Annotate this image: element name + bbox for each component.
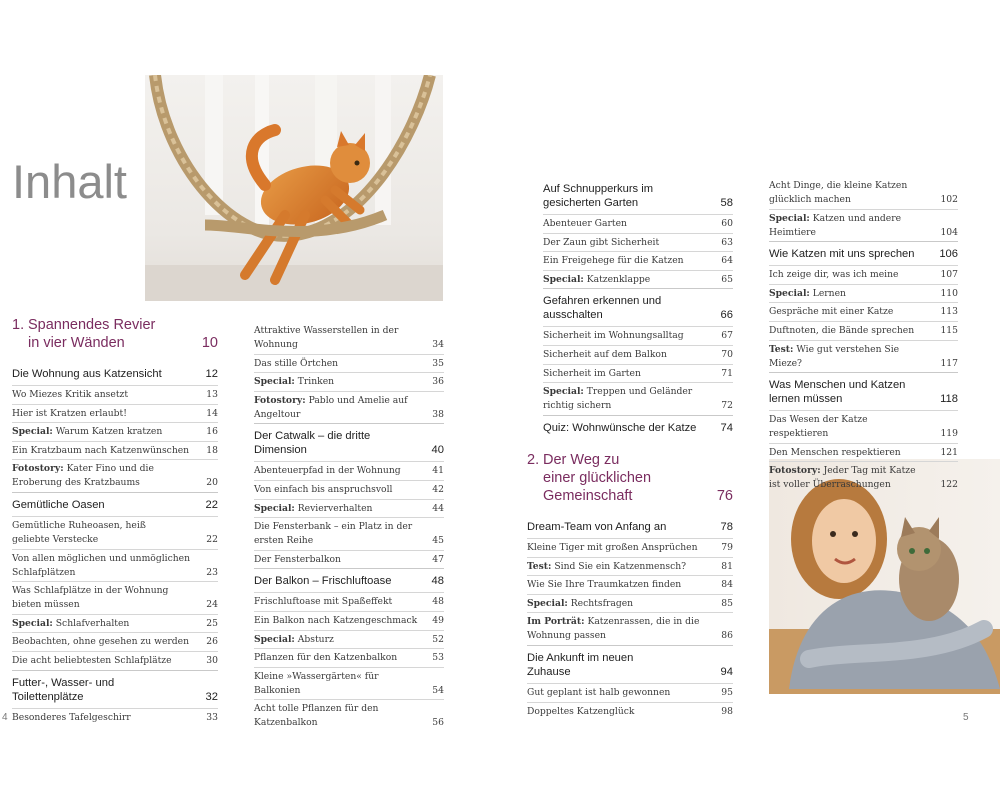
entry-title bbox=[769, 305, 940, 319]
entry-title bbox=[254, 502, 432, 516]
entry-title bbox=[12, 462, 206, 490]
entry-prefix: Fotostory: bbox=[254, 394, 306, 406]
toc-entry bbox=[254, 499, 444, 518]
entry-title bbox=[254, 520, 432, 548]
entry-page: 84 bbox=[721, 579, 733, 591]
entry-title bbox=[527, 615, 721, 643]
entry-text: Revierverhalten bbox=[297, 502, 373, 514]
page-title: Inhalt bbox=[12, 155, 127, 208]
toc-entry bbox=[254, 372, 444, 391]
toc-entry bbox=[254, 699, 444, 732]
entry-text: Gemütliche Ruheoasen, heiß geliebte Verstecke bbox=[12, 519, 146, 545]
entry-page: 70 bbox=[721, 348, 733, 360]
entry-page: 64 bbox=[721, 255, 733, 267]
entry-page: 79 bbox=[721, 542, 733, 553]
toc-entry bbox=[12, 708, 218, 727]
entry-page: 118 bbox=[940, 393, 958, 406]
entry-text: Treppen und Geländer richtig sichern bbox=[543, 386, 693, 412]
entry-page: 16 bbox=[206, 426, 218, 438]
entry-title bbox=[12, 617, 206, 631]
entry-prefix: Im Porträt: bbox=[527, 616, 585, 628]
entry-page: 40 bbox=[431, 444, 444, 457]
entry-page: 58 bbox=[720, 197, 733, 209]
toc-entry bbox=[769, 340, 958, 373]
entry-page: 60 bbox=[721, 218, 733, 229]
toc-column-1 bbox=[12, 316, 218, 726]
toc-entry bbox=[12, 385, 218, 404]
toc-section bbox=[527, 515, 733, 538]
entry-text: Der Fensterbalkon bbox=[254, 553, 341, 565]
entry-text: Absturz bbox=[297, 633, 334, 645]
entry-text: Sicherheit im Wohnungsalltag bbox=[543, 330, 684, 342]
entry-text: Gespräche mit einer Katze bbox=[769, 306, 894, 318]
toc-entry bbox=[254, 648, 444, 667]
entry-text: Sicherheit im Garten bbox=[543, 367, 641, 379]
toc-section bbox=[12, 362, 218, 385]
toc-section bbox=[543, 415, 733, 439]
toc-entry bbox=[12, 632, 218, 651]
entry-prefix: Special: bbox=[769, 287, 810, 299]
entry-page: 38 bbox=[432, 408, 444, 420]
entry-title bbox=[543, 367, 721, 381]
toc-entry bbox=[543, 233, 733, 252]
toc-entry bbox=[254, 550, 444, 569]
toc-entry bbox=[12, 581, 218, 614]
toc-entry bbox=[527, 594, 733, 613]
toc-entry bbox=[769, 265, 958, 284]
toc-entry bbox=[254, 630, 444, 649]
toc-entry bbox=[12, 614, 218, 633]
toc-entry bbox=[254, 354, 444, 373]
entry-page: 12 bbox=[205, 368, 218, 380]
entry-title bbox=[527, 686, 721, 700]
entry-text: Das stille Örtchen bbox=[254, 357, 339, 369]
entry-text: Dream-Team von Anfang an bbox=[527, 521, 667, 533]
entry-text: Die Fensterbank – ein Platz in der ersten Reihe bbox=[254, 521, 413, 547]
toc-entry bbox=[527, 557, 733, 576]
entry-title bbox=[254, 375, 432, 389]
entry-text: Abenteuerpfad in der Wohnung bbox=[254, 465, 401, 477]
entry-text: Pablo und Amelie auf Angeltour bbox=[254, 394, 408, 420]
toc-entry bbox=[254, 667, 444, 700]
entry-text: Von einfach bis anspruchsvoll bbox=[254, 483, 393, 495]
entry-text: Den Menschen respektieren bbox=[769, 446, 901, 458]
kitten-jumping-photo bbox=[145, 75, 443, 301]
entry-page: 22 bbox=[205, 498, 218, 511]
toc-entry bbox=[769, 443, 958, 462]
entry-text: Futter-, Wasser- und Toilettenplätze bbox=[12, 676, 115, 703]
entry-page: 26 bbox=[206, 636, 218, 648]
toc-entry bbox=[527, 612, 733, 645]
toc-entry bbox=[254, 592, 444, 611]
entry-text: Die Ankunft im neuen Zuhause bbox=[527, 651, 634, 678]
entry-text: Kleine Tiger mit großen Ansprüchen bbox=[527, 542, 698, 553]
chapter-number: 1. bbox=[12, 317, 25, 333]
woman-with-cat-photo bbox=[769, 459, 1000, 694]
toc-section bbox=[12, 492, 218, 516]
entry-title bbox=[527, 705, 721, 719]
toc-entry bbox=[769, 321, 958, 340]
toc-entry bbox=[527, 683, 733, 702]
entry-text: Gut geplant ist halb gewonnen bbox=[527, 686, 671, 698]
entry-text: Was Menschen und Katzen lernen müssen bbox=[769, 379, 906, 406]
entry-page: 30 bbox=[206, 654, 218, 666]
page-number-left: 4 bbox=[2, 712, 8, 723]
entry-title bbox=[254, 324, 432, 352]
chapter-heading bbox=[527, 451, 733, 505]
toc-entry bbox=[769, 410, 958, 443]
entry-page: 25 bbox=[206, 617, 218, 629]
entry-page: 48 bbox=[431, 575, 444, 588]
toc-entry bbox=[769, 209, 958, 242]
entry-title bbox=[12, 635, 206, 649]
entry-text: Ich zeige dir, was ich meine bbox=[769, 269, 899, 281]
entry-page: 54 bbox=[432, 684, 444, 696]
toc-section bbox=[769, 241, 958, 265]
toc-entry bbox=[543, 364, 733, 383]
entry-title bbox=[254, 553, 432, 567]
entry-text: Ein Freigehege für die Katzen bbox=[543, 255, 684, 267]
entry-title bbox=[543, 182, 721, 210]
entry-text: Hier ist Kratzen erlaubt! bbox=[12, 407, 127, 419]
entry-prefix: Special: bbox=[254, 502, 295, 514]
entry-title bbox=[254, 633, 432, 647]
entry-title bbox=[769, 464, 940, 492]
entry-page: 85 bbox=[721, 597, 733, 609]
entry-page: 13 bbox=[206, 389, 218, 400]
entry-prefix: Special: bbox=[543, 273, 584, 285]
entry-text: Duftnoten, die Bände sprechen bbox=[769, 324, 915, 336]
entry-title bbox=[12, 711, 206, 725]
toc-entry bbox=[254, 461, 444, 480]
chapter-number: 2. bbox=[527, 452, 540, 468]
entry-page: 23 bbox=[206, 566, 218, 578]
entry-page: 22 bbox=[206, 533, 218, 545]
entry-page: 113 bbox=[940, 306, 958, 318]
entry-page: 122 bbox=[940, 479, 958, 491]
entry-prefix: Special: bbox=[543, 386, 584, 398]
chapter-title: Der Weg zu einer glücklichen Gemeinschaft bbox=[543, 452, 652, 504]
entry-title bbox=[254, 357, 432, 371]
entry-page: 94 bbox=[720, 665, 733, 678]
entry-text: Wie Katzen mit uns sprechen bbox=[769, 248, 915, 261]
entry-page: 48 bbox=[432, 596, 444, 608]
entry-page: 71 bbox=[721, 367, 733, 379]
entry-page: 35 bbox=[432, 357, 444, 369]
toc-entry bbox=[12, 516, 218, 549]
entry-text: Die acht beliebtesten Schlafplätze bbox=[12, 654, 172, 666]
entry-title bbox=[12, 407, 206, 421]
entry-title bbox=[254, 483, 432, 497]
entry-page: 66 bbox=[720, 309, 733, 322]
entry-title bbox=[769, 179, 940, 207]
chapter-heading bbox=[12, 316, 218, 352]
toc-entry bbox=[543, 326, 733, 345]
toc-entry bbox=[254, 391, 444, 424]
entry-title bbox=[769, 324, 940, 338]
chapter-page: 76 bbox=[716, 488, 733, 504]
entry-prefix: Special: bbox=[527, 597, 568, 609]
entry-title bbox=[254, 464, 432, 478]
entry-text: Gefahren erkennen und ausschalten bbox=[543, 295, 662, 322]
entry-title bbox=[543, 273, 721, 287]
toc-entry bbox=[12, 651, 218, 670]
entry-text: Sind Sie ein Katzenmensch? bbox=[554, 560, 687, 572]
entry-text: Trinken bbox=[297, 376, 335, 388]
entry-page: 53 bbox=[432, 652, 444, 664]
entry-text: Kleine »Wassergärten« für Balkonien bbox=[254, 670, 379, 696]
entry-title bbox=[254, 595, 432, 609]
entry-text: Sicherheit auf dem Balkon bbox=[543, 348, 667, 360]
entry-text: Katzenklappe bbox=[586, 273, 651, 285]
toc-entry bbox=[769, 177, 958, 209]
entry-title bbox=[12, 552, 206, 580]
entry-title bbox=[769, 343, 940, 371]
toc-entry bbox=[543, 214, 733, 233]
entry-page: 24 bbox=[206, 599, 218, 611]
entry-page: 119 bbox=[940, 428, 958, 440]
entry-title bbox=[527, 651, 721, 679]
entry-text: Acht tolle Pflanzen für den Katzenbalkon bbox=[254, 703, 379, 729]
toc-entry bbox=[527, 538, 733, 557]
entry-prefix: Test: bbox=[527, 560, 552, 572]
entry-page: 20 bbox=[206, 477, 218, 489]
entry-page: 121 bbox=[940, 446, 958, 458]
entry-text: Rechtsfragen bbox=[570, 597, 634, 609]
toc-entry bbox=[254, 322, 444, 354]
toc-entry bbox=[12, 459, 218, 492]
toc-column-3b bbox=[527, 451, 733, 720]
entry-text: Wie gut verstehen Sie Mieze? bbox=[769, 343, 900, 369]
entry-text: Wie Sie Ihre Traumkatzen finden bbox=[527, 579, 682, 591]
entry-text: Ein Balkon nach Katzengeschmack bbox=[254, 614, 418, 626]
entry-text: Attraktive Wasserstellen in der Wohnung bbox=[254, 325, 399, 350]
entry-page: 36 bbox=[432, 376, 444, 388]
entry-page: 45 bbox=[432, 535, 444, 547]
entry-text: Katzen und andere Heimtiere bbox=[769, 212, 902, 238]
entry-title bbox=[527, 541, 721, 555]
chapter-title: Spannendes Revier in vier Wänden bbox=[28, 317, 156, 351]
entry-page: 81 bbox=[721, 560, 733, 572]
entry-text: Was Schlafplätze in der Wohnung bieten müssen bbox=[12, 585, 169, 611]
entry-title bbox=[12, 367, 206, 381]
toc-entry bbox=[527, 575, 733, 594]
entry-title bbox=[769, 247, 939, 261]
entry-title bbox=[543, 421, 721, 435]
entry-text: Schlafverhalten bbox=[55, 617, 130, 629]
entry-text: Lernen bbox=[812, 287, 846, 299]
entry-page: 33 bbox=[206, 711, 218, 723]
toc-column-2 bbox=[254, 322, 444, 732]
entry-page: 86 bbox=[721, 630, 733, 642]
entry-prefix: Special: bbox=[254, 633, 295, 645]
entry-page: 110 bbox=[940, 287, 958, 299]
entry-title bbox=[543, 217, 721, 231]
entry-text: Wo Miezes Kritik ansetzt bbox=[12, 389, 129, 400]
entry-page: 49 bbox=[432, 614, 444, 626]
entry-text: Besonderes Tafelgeschirr bbox=[12, 711, 131, 723]
entry-text: Acht Dinge, die kleine Katzen glücklich machen bbox=[769, 180, 908, 205]
entry-title bbox=[254, 574, 432, 588]
entry-title bbox=[769, 378, 940, 406]
entry-title bbox=[12, 498, 206, 512]
entry-prefix: Fotostory: bbox=[769, 465, 821, 477]
toc-entry bbox=[12, 549, 218, 582]
entry-prefix: Special: bbox=[12, 617, 53, 629]
entry-text: Doppeltes Katzenglück bbox=[527, 705, 635, 717]
entry-title bbox=[12, 584, 206, 612]
entry-page: 47 bbox=[432, 553, 444, 565]
entry-text: Ein Kratzbaum nach Katzenwünschen bbox=[12, 444, 190, 456]
toc-section bbox=[543, 288, 733, 326]
entry-text: Der Zaun gibt Sicherheit bbox=[543, 236, 660, 248]
entry-text: Abenteuer Garten bbox=[543, 218, 627, 229]
entry-page: 52 bbox=[432, 633, 444, 645]
toc-section bbox=[527, 645, 733, 683]
entry-title bbox=[543, 294, 721, 322]
entry-title bbox=[527, 560, 721, 574]
entry-text: Auf Schnupperkurs im gesicherten Garten bbox=[543, 183, 654, 209]
toc-column-3a bbox=[543, 177, 733, 439]
toc-entry bbox=[769, 461, 958, 494]
entry-page: 14 bbox=[206, 407, 218, 419]
entry-title bbox=[543, 236, 721, 250]
entry-text: Pflanzen für den Katzenbalkon bbox=[254, 652, 398, 664]
entry-text: Gemütliche Oasen bbox=[12, 498, 105, 511]
entry-title bbox=[769, 287, 940, 301]
entry-page: 102 bbox=[940, 194, 958, 205]
toc-section bbox=[769, 372, 958, 410]
entry-text: Jeder Tag mit Katze ist voller Überraschungen bbox=[769, 465, 916, 491]
entry-title bbox=[254, 614, 432, 628]
entry-text: Der Catwalk – die dritte Dimension bbox=[254, 430, 371, 457]
entry-text: Beobachten, ohne gesehen zu werden bbox=[12, 636, 190, 648]
toc-section bbox=[254, 568, 444, 592]
entry-title bbox=[12, 425, 206, 439]
entry-page: 104 bbox=[940, 226, 958, 238]
entry-title bbox=[769, 413, 940, 441]
entry-page: 107 bbox=[940, 269, 958, 281]
toc-entry bbox=[769, 284, 958, 303]
entry-page: 42 bbox=[432, 483, 444, 495]
entry-page: 98 bbox=[721, 705, 733, 717]
entry-title bbox=[769, 446, 940, 460]
toc-column-4 bbox=[769, 177, 958, 494]
entry-title bbox=[12, 444, 206, 458]
page-number-right: 5 bbox=[963, 712, 969, 723]
entry-page: 63 bbox=[721, 236, 733, 248]
entry-title bbox=[254, 702, 432, 730]
toc-entry bbox=[12, 441, 218, 460]
entry-text: Quiz: Wohnwünsche der Katze bbox=[543, 421, 697, 434]
entry-title bbox=[254, 670, 432, 698]
entry-page: 18 bbox=[206, 444, 218, 456]
entry-title bbox=[543, 385, 721, 413]
entry-page: 117 bbox=[940, 357, 958, 369]
entry-page: 44 bbox=[432, 502, 444, 514]
entry-title bbox=[12, 388, 206, 402]
toc-entry bbox=[12, 404, 218, 423]
toc-entry bbox=[543, 382, 733, 415]
entry-text: Warum Katzen kratzen bbox=[55, 426, 163, 438]
entry-title bbox=[527, 597, 721, 611]
toc-section bbox=[543, 177, 733, 214]
entry-title bbox=[543, 254, 721, 268]
entry-title bbox=[254, 651, 432, 665]
entry-title bbox=[769, 212, 940, 240]
entry-page: 106 bbox=[939, 248, 958, 261]
entry-prefix: Test: bbox=[769, 343, 794, 355]
toc-entry bbox=[543, 345, 733, 364]
entry-title bbox=[254, 394, 432, 422]
entry-prefix: Fotostory: bbox=[12, 463, 64, 475]
toc-entry bbox=[12, 422, 218, 441]
entry-page: 65 bbox=[721, 273, 733, 285]
entry-text: Kater Fino und die Eroberung des Kratzbaums bbox=[12, 463, 154, 489]
entry-page: 95 bbox=[721, 686, 733, 698]
entry-page: 56 bbox=[432, 717, 444, 729]
entry-title bbox=[12, 676, 206, 704]
entry-page: 41 bbox=[432, 465, 444, 477]
entry-page: 67 bbox=[721, 330, 733, 342]
entry-title bbox=[769, 268, 940, 282]
toc-entry bbox=[769, 302, 958, 321]
toc-entry bbox=[527, 702, 733, 721]
entry-title bbox=[543, 329, 721, 343]
entry-title bbox=[12, 654, 206, 668]
entry-title bbox=[527, 520, 721, 534]
entry-text: Das Wesen der Katze respektieren bbox=[769, 414, 868, 440]
entry-title bbox=[543, 348, 721, 362]
toc-entry bbox=[254, 611, 444, 630]
toc-section bbox=[12, 670, 218, 708]
toc-entry bbox=[254, 517, 444, 550]
entry-text: Von allen möglichen und unmöglichen Schlafplätzen bbox=[12, 552, 191, 578]
chapter-page: 10 bbox=[201, 335, 218, 351]
entry-page: 78 bbox=[720, 521, 733, 533]
entry-prefix: Special: bbox=[254, 376, 295, 388]
toc-entry bbox=[543, 251, 733, 270]
entry-text: Frischluftoase mit Spaßeffekt bbox=[254, 596, 393, 608]
entry-page: 72 bbox=[721, 400, 733, 412]
entry-text: Katzenrassen, die in die Wohnung passen bbox=[527, 616, 700, 642]
entry-page: 32 bbox=[205, 690, 218, 703]
entry-prefix: Special: bbox=[769, 212, 810, 224]
entry-text: Der Balkon – Frischluftoase bbox=[254, 575, 392, 588]
entry-title bbox=[254, 429, 432, 457]
entry-title bbox=[527, 578, 721, 592]
entry-prefix: Special: bbox=[12, 426, 53, 438]
entry-page: 74 bbox=[720, 421, 733, 434]
toc-entry bbox=[543, 270, 733, 289]
entry-page: 115 bbox=[940, 324, 958, 336]
entry-page: 34 bbox=[432, 339, 444, 350]
toc-entry bbox=[254, 480, 444, 499]
entry-title bbox=[12, 519, 206, 547]
toc-section bbox=[254, 423, 444, 461]
entry-text: Die Wohnung aus Katzensicht bbox=[12, 368, 162, 380]
